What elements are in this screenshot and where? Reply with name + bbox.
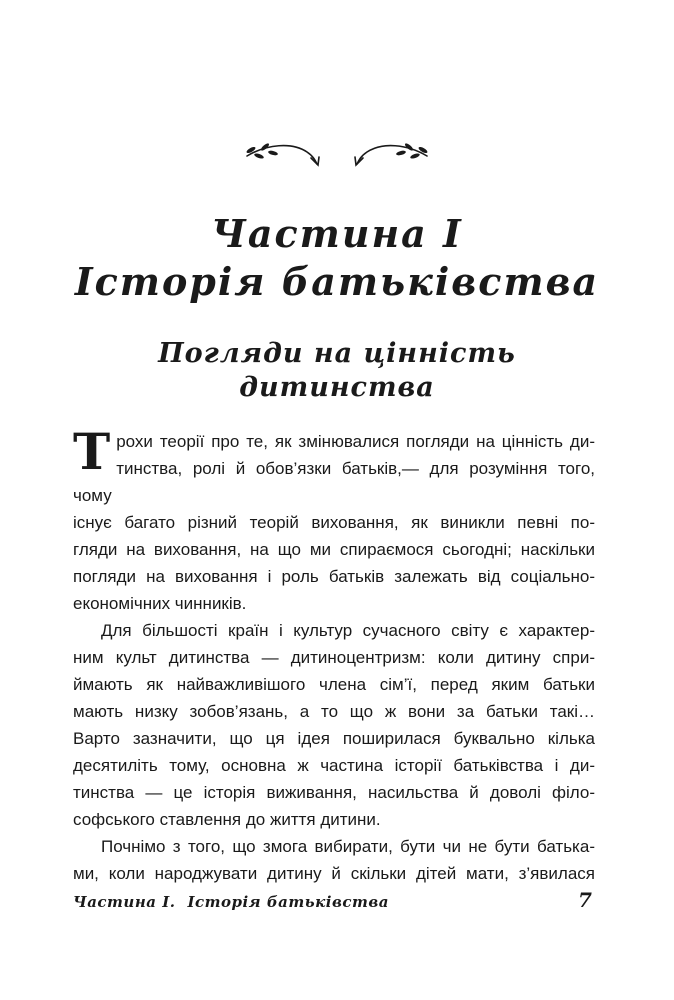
part-subtitle: Історія батьківства	[74, 259, 600, 304]
text-line: Для більшості країн і культур сучасного світу є характер-	[101, 621, 595, 640]
text-line: існує багато різний теорій виховання, як виникли певні по-	[73, 513, 595, 532]
text-line: ми, коли народжувати дитину й скільки дітей мати, з’явилася	[73, 864, 595, 883]
chapter-title-line-1: Погляди на цінність	[158, 338, 516, 369]
footer-part: Частина І.	[73, 893, 176, 911]
text-line: погляди на виховання і роль батьків залежать від соціально-	[73, 567, 595, 586]
footer-title: Історія батьківства	[187, 893, 389, 911]
drop-cap: Т	[73, 422, 111, 481]
text-line: мають низку зобов’язань, а то що ж вони за батьки такі…	[73, 702, 595, 721]
text-line: гляди на виховання, на що ми спираємося сьогодні; наскільки	[73, 540, 595, 559]
page-number: 7	[578, 888, 592, 912]
paragraph-1	[73, 422, 595, 617]
text-line: Почнімо з того, що змога вибирати, бути чи не бути батька-	[101, 837, 595, 856]
text-line: софського ставлення до життя дитини.	[73, 810, 381, 829]
paragraph-3	[73, 833, 595, 887]
leaf-swash-ornament-icon	[237, 138, 437, 172]
text-line: Варто зазначити, що ця ідея поширилася буквально кілька	[73, 729, 595, 748]
text-line: ймають як найважливішого члена сім’ї, перед яким батьки	[73, 675, 595, 694]
text-line: рохи теорії про те, як змінювалися погляди на цінність ди-	[116, 432, 595, 451]
text-line: тинства, ролі й обов’язки батьків,— для розуміння того, чому	[73, 459, 595, 505]
text-line: десятиліть тому, основна ж частина історії батьківства і ди-	[73, 756, 595, 775]
body-text	[73, 422, 595, 887]
text-line: ним культ дитинства — дитиноцентризм: коли дитину спри-	[73, 648, 595, 667]
paragraph-2	[73, 617, 595, 833]
text-line: тинства — це історія виживання, насильства й доволі філо-	[73, 783, 595, 802]
text-line: економічних чинників.	[73, 594, 247, 613]
chapter-title-line-2: дитинства	[239, 372, 435, 403]
part-title: Частина І	[211, 211, 463, 256]
running-footer	[73, 893, 389, 911]
